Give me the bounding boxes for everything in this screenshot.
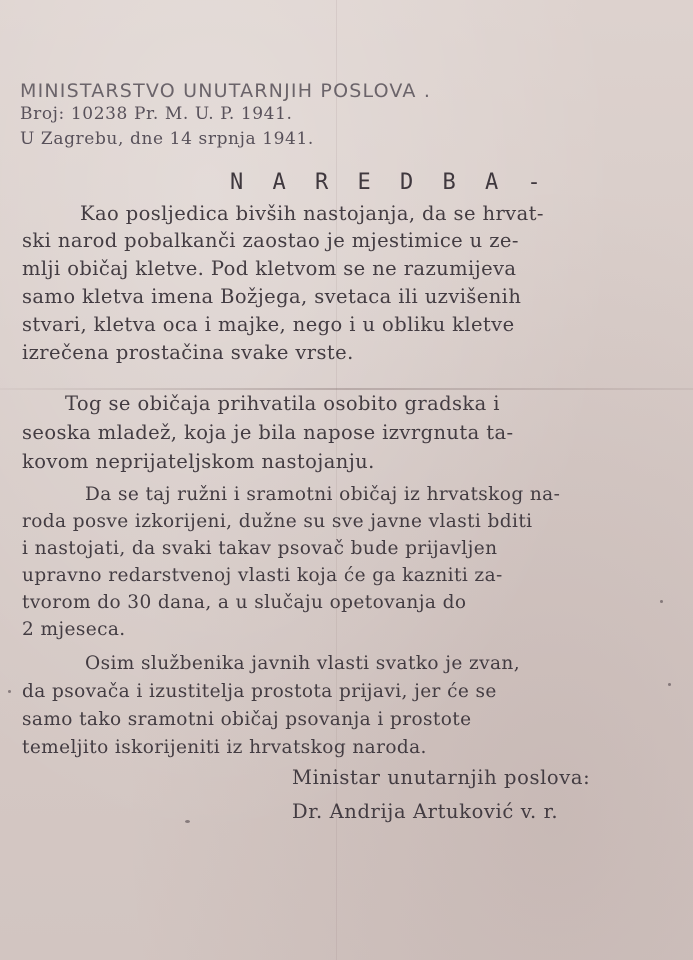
paragraph-1-line: ski narod pobalkanči zaostao je mjestimice u ze- [22, 229, 519, 252]
paragraph-3-line: 2 mjeseca. [22, 619, 126, 640]
paper-fold-horizontal [0, 388, 693, 390]
paragraph-3-line: tvorom do 30 dana, a u slučaju opetovanja do [22, 592, 467, 613]
ink-speck [660, 600, 663, 603]
paragraph-4-line: temeljito iskorijeniti iz hrvatskog naroda. [22, 737, 427, 758]
place-date: U Zagrebu, dne 14 srpnja 1941. [20, 129, 314, 149]
paragraph-4-line: samo tako sramotni običaj psovanja i prostote [22, 709, 472, 730]
document-number: Broj: 10238 Pr. M. U. P. 1941. [20, 104, 293, 124]
paragraph-1-line: izrečena prostačina svake vrste. [22, 341, 354, 364]
paragraph-1-line: stvari, kletva oca i majke, nego i u obliku kletve [22, 313, 515, 336]
paragraph-1-line: samo kletva imena Božjega, svetaca ili uzvišenih [22, 285, 522, 308]
ink-speck [668, 683, 671, 686]
signature-role: Ministar unutarnjih poslova: [292, 766, 591, 789]
signature-name: Dr. Andrija Artuković v. r. [292, 800, 559, 823]
paragraph-1-line: mlji običaj kletve. Pod kletvom se ne razumijeva [22, 257, 517, 280]
ministry-heading: MINISTARSTVO UNUTARNJIH POSLOVA . [20, 80, 432, 102]
paragraph-4-line: Osim službenika javnih vlasti svatko je zvan, [85, 653, 521, 674]
ink-speck [185, 820, 190, 823]
paragraph-2-line: seoska mladež, koja je bila napose izvrgnuta ta- [22, 421, 514, 444]
paragraph-3-line: Da se taj ružni i sramotni običaj iz hrvatskog na- [85, 484, 561, 505]
paragraph-2-line: kovom neprijateljskom nastojanju. [22, 450, 375, 473]
ink-speck [8, 690, 11, 693]
paragraph-4-line: da psovača i izustitelja prostota prijavi, jer će se [22, 681, 497, 702]
paragraph-1-line: Kao posljedica bivših nastojanja, da se hrvat- [80, 202, 544, 225]
paragraph-2-line: Tog se običaja prihvatila osobito gradska i [65, 392, 500, 415]
paragraph-3-line: upravno redarstvenoj vlasti koja će ga kazniti za- [22, 565, 503, 586]
paragraph-3-line: i nastojati, da svaki takav psovač bude prijavljen [22, 538, 498, 559]
document-title: N A R E D B A - [230, 170, 549, 195]
paragraph-3-line: roda posve izkorijeni, dužne su sve javne vlasti bditi [22, 511, 533, 532]
